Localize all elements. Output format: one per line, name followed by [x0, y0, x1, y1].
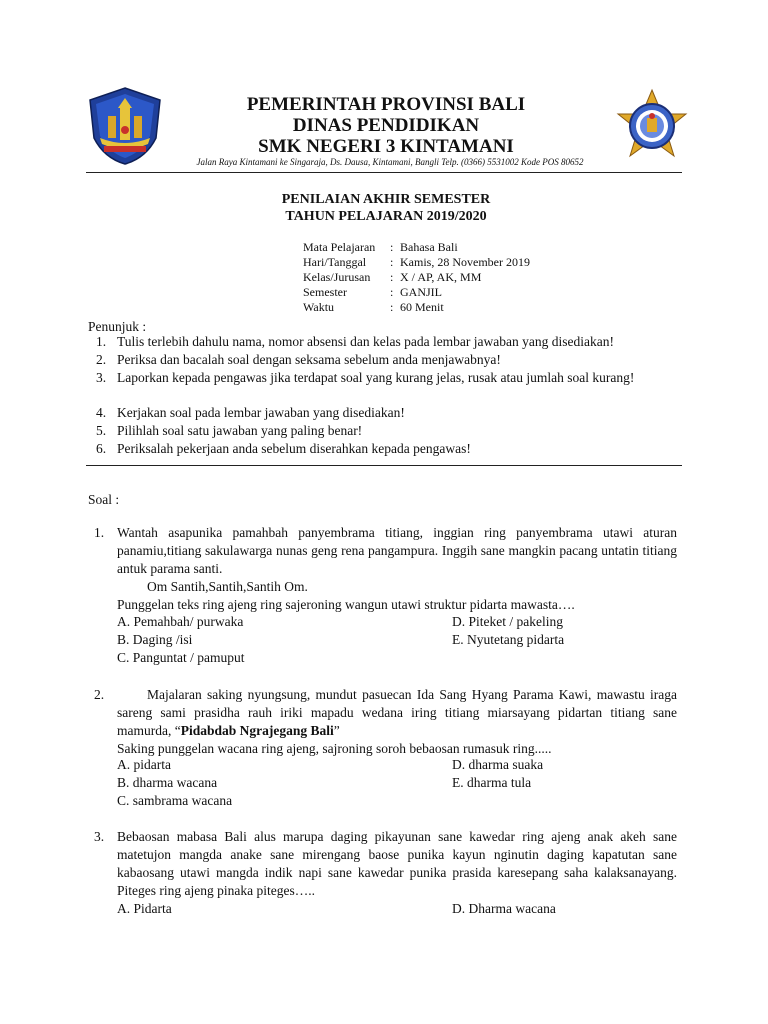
- instruction-number: 3.: [96, 370, 107, 385]
- info-row-time: [303, 300, 530, 315]
- instruction-item: [96, 333, 676, 351]
- instruction-item: [96, 351, 676, 369]
- info-separator: :: [390, 300, 394, 314]
- info-label: Hari/Tanggal: [303, 255, 367, 269]
- school-address: Jalan Raya Kintamani ke Singaraja, Ds. Dausa, Kintamani, Bangli Telp. (0366) 5531002 Kode POS 80652: [196, 157, 584, 167]
- info-label: Semester: [303, 285, 347, 299]
- option-e: E. dharma tula: [452, 775, 532, 790]
- instructions-title: Penunjuk :: [88, 319, 147, 334]
- info-separator: :: [390, 255, 394, 269]
- info-label: Kelas/Jurusan: [303, 270, 371, 284]
- header-line-agency: DINAS PENDIDIKAN: [292, 115, 480, 136]
- instructions-divider: [86, 465, 682, 466]
- exam-info-table: [303, 240, 530, 315]
- option-a: A. Pidarta: [117, 901, 172, 916]
- info-label: Mata Pelajaran: [303, 240, 376, 254]
- question-passage: Bebaosan mabasa Bali alus marupa daging pikayunan sane kawedar ring ajeng anak akeh sane matetujon mangda anake sane mirengang baose punika kayun nginutin daging kapatutan sane kabaosang utawi mangda indik napi sane kawedar punika prasida karesepang saha kalaksanayang. Piteges ring ajeng pinaka piteges…..: [117, 829, 677, 898]
- option-e: E. Nyutetang pidarta: [452, 632, 565, 647]
- closing-quote: ”: [333, 723, 340, 738]
- question-prompt: Punggelan teks ring ajeng ring sajeroning wangun utawi struktur pidarta mawasta….: [117, 597, 575, 612]
- info-separator: :: [390, 285, 394, 299]
- instruction-item: [96, 404, 676, 422]
- info-value: GANJIL: [400, 285, 442, 299]
- info-value: X / AP, AK, MM: [400, 270, 482, 284]
- option-d: D. Piteket / pakeling: [452, 614, 563, 629]
- question-prompt: Saking punggelan wacana ring ajeng, sajroning soroh bebaosan rumasuk ring.....: [117, 741, 552, 756]
- info-separator: :: [390, 240, 394, 254]
- instruction-text: Kerjakan soal pada lembar jawaban yang disediakan!: [117, 405, 405, 420]
- instruction-item: [96, 422, 676, 440]
- bali-province-emblem-icon: [86, 86, 164, 166]
- option-d: D. Dharma wacana: [452, 901, 556, 916]
- instruction-number: 5.: [96, 423, 107, 438]
- instruction-number: 4.: [96, 405, 107, 420]
- option-c: C. sambrama wacana: [117, 793, 233, 808]
- option-a: A. pidarta: [117, 757, 171, 772]
- info-value: 60 Menit: [400, 300, 444, 314]
- instruction-text: Tulis terlebih dahulu nama, nomor absensi dan kelas pada lembar jawaban yang disediakan!: [117, 334, 614, 349]
- instruction-number: 2.: [96, 352, 107, 367]
- option-b: B. Daging /isi: [117, 632, 193, 647]
- info-value: Kamis, 28 November 2019: [400, 255, 530, 269]
- questions-title: Soal :: [88, 492, 120, 507]
- header-line-school: SMK NEGERI 3 KINTAMANI: [258, 136, 514, 157]
- option-a: A. Pemahbah/ purwaka: [117, 614, 244, 629]
- info-separator: :: [390, 270, 394, 284]
- question-stem: [117, 828, 677, 900]
- question-number: 2.: [94, 687, 105, 702]
- question-stem: [117, 524, 677, 614]
- question-number: 3.: [94, 829, 105, 844]
- question-passage: [117, 686, 677, 740]
- option-b: B. dharma wacana: [117, 775, 218, 790]
- instruction-text: Laporkan kepada pengawas jika terdapat soal yang kurang jelas, rusak atau jumlah soal kurang!: [117, 370, 635, 385]
- header-line-province: PEMERINTAH PROVINSI BALI: [246, 94, 526, 115]
- exam-year: TAHUN PELAJARAN 2019/2020: [285, 209, 487, 224]
- question-quote: Om Santih,Santih,Santih Om.: [147, 579, 308, 594]
- instruction-number: 1.: [96, 334, 107, 349]
- instruction-item: [96, 440, 676, 458]
- info-row-subject: [303, 240, 530, 255]
- speech-title: Pidabdab Ngrajegang Bali: [180, 723, 334, 738]
- option-d: D. dharma suaka: [452, 757, 544, 772]
- instruction-number: 6.: [96, 441, 107, 456]
- instruction-text: Periksa dan bacalah soal dengan seksama sebelum anda menjawabnya!: [117, 352, 501, 367]
- header-divider: [86, 172, 682, 173]
- info-row-semester: [303, 285, 530, 300]
- instruction-text: Pilihlah soal satu jawaban yang paling benar!: [117, 423, 363, 438]
- info-value: Bahasa Bali: [400, 240, 458, 254]
- school-emblem-icon: [614, 86, 690, 166]
- question-passage: Wantah asapunika pamahbah panyembrama titiang, inggian ring panyembrama utawi aturan panamiu,titiang sakulawarga nunas geng rena pangampura. Inggih sane mangkin pacang untatin titiang antuk parama santi.: [117, 525, 677, 576]
- exam-title: PENILAIAN AKHIR SEMESTER: [281, 192, 491, 207]
- question-passage-text: Majalaran saking nyungsung, mundut pasuecan Ida Sang Hyang Parama Kawi, mawastu iraga sareng sami prasidha rauh iriki mapadu wedana iring titiang miarsayang pidartan titiang sane mamurda, “: [117, 687, 677, 738]
- info-label: Waktu: [303, 300, 335, 314]
- info-row-class: [303, 270, 530, 285]
- option-c: C. Panguntat / pamuput: [117, 650, 245, 665]
- question-stem: [117, 686, 677, 758]
- info-row-date: [303, 255, 530, 270]
- question-number: 1.: [94, 525, 105, 540]
- instruction-text: Periksalah pekerjaan anda sebelum diserahkan kepada pengawas!: [117, 441, 471, 456]
- instruction-item: [96, 369, 676, 387]
